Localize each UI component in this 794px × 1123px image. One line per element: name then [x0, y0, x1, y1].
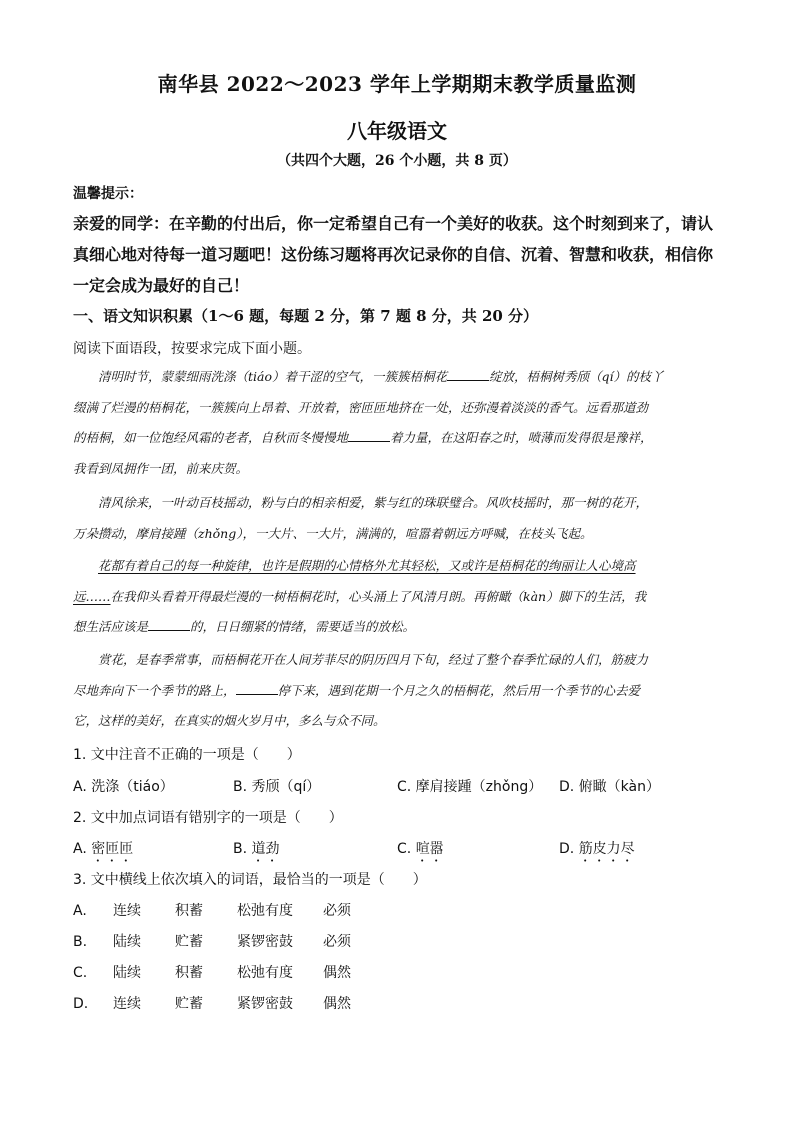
passage-paragraph-1: [73, 362, 728, 484]
passage-line: 万朵攒动，摩肩接踵（zhǒng），一大片、一大片，满满的，喧嚣着朝远方呼喊，在枝头飞起。: [73, 525, 593, 541]
underlined-sentence: 花都有着自己的每一种旋律，也许是假期的心情格外尤其轻松，又或许是梧桐花的绚丽让人心境高: [98, 558, 636, 573]
fill-blank: [236, 682, 278, 695]
exam-title: 南华县 2022～2023 学年上学期期末教学质量监测: [157, 72, 637, 96]
q2-option-a[interactable]: A. 密匝匝: [73, 841, 134, 857]
tips-line: 一定会成为最好的自己！: [73, 276, 250, 295]
passage-line: 缀满了烂漫的梧桐花，一簇簇向上昂着、开放着，密匝匝地挤在一处，还弥漫着淡淡的香气。远看那道劲: [73, 399, 649, 415]
fill-blank: [447, 368, 489, 381]
question-2-stem: 2. 文中加点词语有错别字的一项是（ ）: [73, 810, 343, 826]
tips-text: [73, 208, 723, 301]
exam-subject: 八年级语文: [347, 119, 447, 143]
q3-option-c[interactable]: C. 陆续 积蓄 松弛有度 偶然: [73, 965, 351, 981]
passage-line: [73, 551, 728, 582]
q1-option-a[interactable]: A. 洗涤（tiáo）: [73, 779, 174, 795]
q2-option-b[interactable]: B. 道劲: [233, 841, 280, 857]
q1-option-c[interactable]: C. 摩肩接踵（zhǒng）: [397, 779, 543, 795]
passage-line: 的梧桐，如一位饱经风霜的老者，自秋而冬慢慢地 着力量，在这阳春之时，喷薄而发得很是豫祥，: [73, 430, 653, 445]
tips-label: 温馨提示：: [73, 186, 143, 202]
exam-info: （共四个大题，26 个小题，共 8 页）: [277, 153, 517, 169]
passage-line: 远……在我仰头看着开得最烂漫的一树梧桐花时，心头涌上了风清月朗。再俯瞰（kàn）脚下的生活，我: [73, 588, 647, 604]
q2-option-c[interactable]: C. 喧嚣: [397, 841, 444, 857]
tips-line: 亲爱的同学：在辛勤的付出后，你一定希望自己有一个美好的收获。这个时刻到来了，请认: [73, 214, 714, 233]
passage-paragraph-4: [73, 645, 728, 737]
passage-line: 清风徐来，一叶动百枝摇动，粉与白的相亲相爱，紫与红的珠联璧合。风吹枝摇时，那一树的花开，: [98, 495, 649, 510]
q3-option-a[interactable]: A. 连续 积蓄 松弛有度 必须: [73, 903, 351, 919]
section-instruction: 阅读下面语段，按要求完成下面小题。: [73, 341, 311, 357]
passage-paragraph-2: [73, 488, 728, 549]
q2-option-d[interactable]: D. 筋皮力尽: [559, 841, 635, 857]
passage-line: 赏花，是春季常事，而梧桐花开在人间芳菲尽的阴历四月下旬，经过了整个春季忙碌的人们，筋疲力: [98, 652, 649, 667]
fill-blank: [348, 429, 390, 442]
question-1-stem: 1. 文中注音不正确的一项是（ ）: [73, 747, 301, 763]
q3-option-d[interactable]: D. 连续 贮蓄 紧锣密鼓 偶然: [73, 996, 351, 1012]
fill-blank: [148, 618, 190, 631]
passage-line: 它，这样的美好，在真实的烟火岁月中，多么与众不同。: [73, 713, 386, 728]
passage-line: 我看到凤拥作一团，前来庆贺。: [73, 460, 249, 476]
q1-option-d[interactable]: D. 俯瞰（kàn）: [559, 779, 660, 795]
q3-option-b[interactable]: B. 陆续 贮蓄 紧锣密鼓 必须: [73, 934, 351, 950]
passage-paragraph-3: [73, 551, 728, 643]
q1-option-b[interactable]: B. 秀颀（qí）: [233, 779, 321, 795]
passage-line: 尽地奔向下一个季节的路上， 停下来，遇到花期一个月之久的梧桐花，然后用一个季节的心去爱: [73, 682, 641, 698]
underlined-sentence: 远……: [73, 588, 111, 604]
passage-line: 清明时节，蒙蒙细雨洗涤（tiáo）着干涩的空气，一簇簇梧桐花 绽放，梧桐树秀颀（qí）的枝丫: [98, 369, 664, 384]
passage-line: 想生活应该是 的，日日绷紧的情绪，需要适当的放松。: [73, 619, 416, 634]
tips-line: 真细心地对待每一道习题吧！这份练习题将再次记录你的自信、沉着、智慧和收获，相信你: [73, 245, 714, 264]
question-3-stem: 3. 文中横线上依次填入的词语，最恰当的一项是（ ）: [73, 872, 427, 888]
section-heading: 一、语文知识积累（1～6 题，每题 2 分，第 7 题 8 分，共 20 分）: [73, 307, 539, 325]
